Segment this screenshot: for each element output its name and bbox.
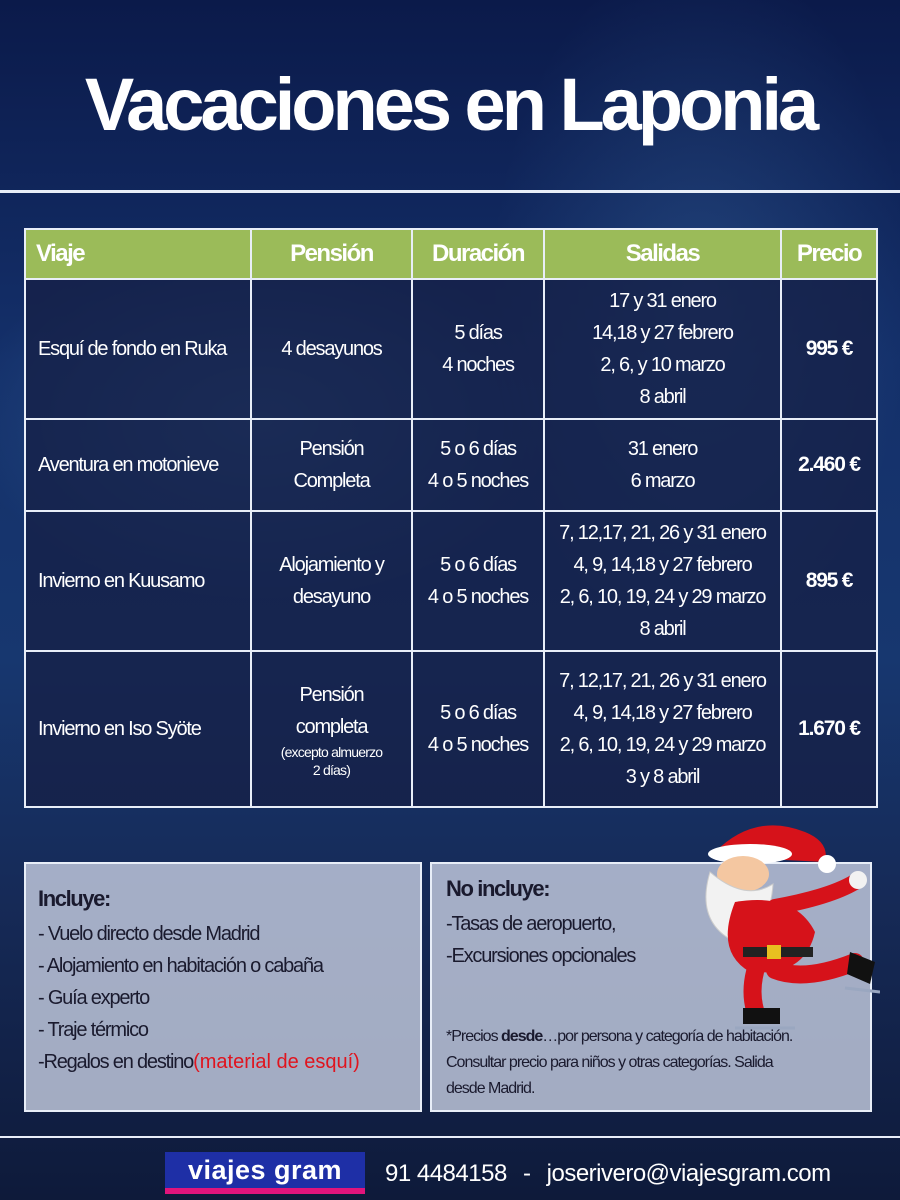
trip-pension: Alojamiento y desayuno (251, 511, 412, 651)
trip-duration: 5 o 6 días 4 o 5 noches (412, 511, 544, 651)
trips-table (24, 228, 878, 808)
list-item: - Alojamiento en habitación o cabaña (38, 955, 323, 977)
contact-separator: - (522, 1160, 531, 1187)
list-item: - Guía experto (38, 987, 150, 1009)
trip-departures: 7, 12,17, 21, 26 y 31 enero 4, 9, 14,18 y 27 febrero 2, 6, 10, 19, 24 y 29 marzo 3 y 8 abril (544, 651, 781, 807)
trip-price: 1.670 € (781, 651, 877, 807)
header-salidas: Salidas (544, 229, 781, 279)
top-divider (0, 190, 900, 193)
table-row (25, 511, 877, 651)
viajes-gram-logo: viajes gram (165, 1152, 365, 1194)
header-pension: Pensión (251, 229, 412, 279)
includes-box (24, 862, 422, 1112)
header-viaje: Viaje (25, 229, 251, 279)
price-note: *Precios desde…por persona y categoría de habitación. Consultar precio para niños y otras categorías. Salida desde Madrid. (446, 1028, 793, 1097)
header-duracion: Duración (412, 229, 544, 279)
table-row (25, 419, 877, 511)
contact-info (385, 1160, 841, 1188)
trip-departures: 7, 12,17, 21, 26 y 31 enero 4, 9, 14,18 y 27 febrero 2, 6, 10, 19, 24 y 29 marzo 8 abril (544, 511, 781, 651)
trip-name: Esquí de fondo en Ruka (25, 279, 251, 419)
table-row (25, 279, 877, 419)
trip-departures: 17 y 31 enero 14,18 y 27 febrero 2, 6, y 10 marzo 8 abril (544, 279, 781, 419)
trip-price: 995 € (781, 279, 877, 419)
email-address: joserivero@viajesgram.com (546, 1160, 831, 1187)
trip-pension: 4 desayunos (251, 279, 412, 419)
trip-name: Invierno en Iso Syöte (25, 651, 251, 807)
trip-departures: 31 enero 6 marzo (544, 419, 781, 511)
phone-number: 91 4484158 (385, 1160, 507, 1187)
trip-price: 895 € (781, 511, 877, 651)
list-item: -Regalos en destino(material de esquí) (38, 1051, 360, 1073)
includes-title: Incluye: (38, 886, 110, 911)
list-item: -Excursiones opcionales (446, 945, 636, 967)
trip-name: Aventura en motonieve (25, 419, 251, 511)
trip-price: 2.460 € (781, 419, 877, 511)
list-item: -Tasas de aeropuerto, (446, 913, 616, 935)
trip-duration: 5 o 6 días 4 o 5 noches (412, 419, 544, 511)
trip-name: Invierno en Kuusamo (25, 511, 251, 651)
gift-highlight: (material de esquí) (193, 1051, 360, 1073)
trip-pension: Pensión Completa (251, 419, 412, 511)
santa-ice-skating-illustration (655, 812, 880, 1032)
header-precio: Precio (781, 229, 877, 279)
list-item: - Traje térmico (38, 1019, 148, 1041)
page-title: Vacaciones en Laponia (84, 63, 816, 146)
trip-pension: Pensión completa (excepto almuerzo 2 días) (251, 651, 412, 807)
list-item: - Vuelo directo desde Madrid (38, 923, 260, 945)
not-includes-title: No incluye: (446, 876, 550, 901)
bottom-divider (0, 1136, 900, 1138)
trip-duration: 5 días 4 noches (412, 279, 544, 419)
trip-duration: 5 o 6 días 4 o 5 noches (412, 651, 544, 807)
table-row (25, 651, 877, 807)
table-header-row (25, 229, 877, 279)
